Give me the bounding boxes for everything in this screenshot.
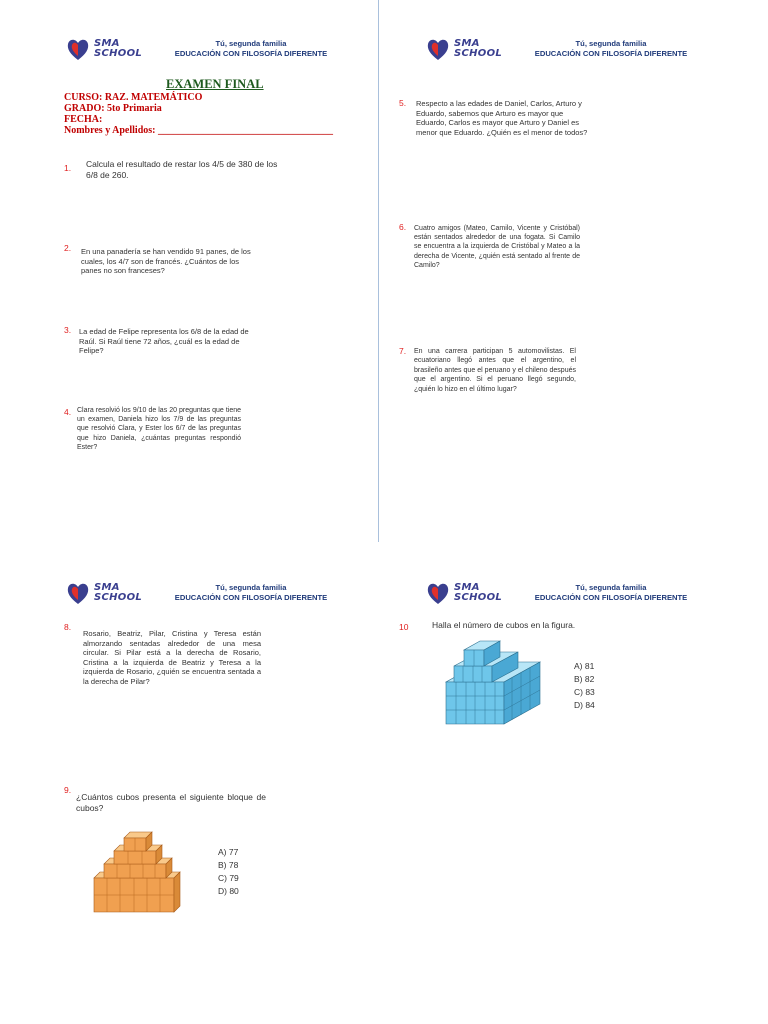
question-4-text: Clara resolvió los 9/10 de las 20 preguntas que tiene un examen, Daniela hizo los 7/9 de las preguntas que resolvió Clara, y Ester los 6/7 de las preguntas que hizo Daniela, ¿cuántas preguntas respondió Ester?	[77, 407, 241, 451]
brand-logo	[426, 36, 502, 62]
brand-name: SMA SCHOOL	[454, 38, 503, 59]
brand-tagline: Tú, segunda familia EDUCACIÓN CON FILOSOFÍA DIFERENTE	[174, 583, 328, 602]
date-label: FECHA:	[64, 114, 103, 125]
question-9-text: ¿Cuántos cubos presenta el siguiente bloque de cubos?	[76, 792, 266, 813]
brand-tagline: Tú, segunda familia EDUCACIÓN CON FILOSOFÍA DIFERENTE	[534, 39, 688, 58]
brand-name: SMA SCHOOL	[454, 582, 503, 603]
option-d[interactable]: D) 84	[574, 700, 595, 710]
option-b[interactable]: B) 78	[218, 860, 239, 870]
question-3-text: La edad de Felipe representa los 6/8 de la edad de Raúl. Si Raúl tiene 72 años, ¿cuál es la edad de Felipe?	[79, 327, 249, 355]
option-c[interactable]: C) 83	[574, 687, 595, 697]
brand-tagline: Tú, segunda familia EDUCACIÓN CON FILOSOFÍA DIFERENTE	[534, 583, 688, 602]
option-a[interactable]: A) 81	[574, 661, 595, 671]
question-10-options	[574, 660, 595, 712]
brand-tagline: Tú, segunda familia EDUCACIÓN CON FILOSOFÍA DIFERENTE	[174, 39, 328, 58]
header-top-right	[426, 36, 726, 62]
exam-info	[64, 92, 374, 136]
question-number: 3.	[64, 325, 72, 335]
brand-name: SMA SCHOOL	[94, 38, 143, 59]
question-number: 10	[399, 622, 409, 632]
question-number: 1.	[64, 163, 72, 173]
blue-cube-block-figure	[440, 636, 550, 728]
question-2-text: En una panadería se han vendido 91 panes, de los cuales, los 4/7 son de francés. ¿Cuántos de los panes no son franceses?	[81, 247, 251, 275]
brand-logo	[66, 580, 142, 606]
option-c[interactable]: C) 79	[218, 873, 239, 883]
header-bottom-right	[426, 580, 726, 606]
question-8-text: Rosario, Beatriz, Pilar, Cristina y Teresa están almorzando sentadas alrededor de una mesa circular. Si Pilar está a la derecha de Rosario, Cristina a la izquierda de Beatriz y Teresa a la izquierda de Rosario, ¿quién se encuentra sentada a la derecha de Pilar?	[83, 629, 261, 686]
question-6-text: Cuatro amigos (Mateo, Camilo, Vicente y Cristóbal) están sentados alrededor de una fogata. Si Camilo se encuentra a la izquierda de Cristóbal y Mateo a la derecha de Vicente, ¿quién está sentado al frente de Camilo?	[414, 225, 580, 269]
brand-name: SMA SCHOOL	[94, 582, 143, 603]
question-number: 4.	[64, 407, 72, 417]
heart-logo-icon	[66, 580, 90, 606]
name-field-label: Nombres y Apellidos: ___________________________________	[64, 125, 333, 136]
question-5-text: Respecto a las edades de Daniel, Carlos, Arturo y Eduardo, sabemos que Arturo es mayor que Eduardo, Carlos es mayor que Arturo y Daniel es menor que Eduardo. ¿Quién es el menor de todos?	[416, 99, 588, 137]
question-7-text: En una carrera participan 5 automovilistas. El ecuatoriano llegó antes que el argentino, el brasileño antes que el peruano y el chileno después que el argentino. Si el peruano llegó segundo, ¿quién lo hizo en el último lugar?	[414, 348, 576, 393]
option-a[interactable]: A) 77	[218, 847, 239, 857]
question-number: 5.	[399, 98, 407, 108]
heart-logo-icon	[426, 36, 450, 62]
exam-title: EXAMEN FINAL	[166, 77, 264, 91]
grade-label: GRADO: 5to Primaria	[64, 103, 162, 114]
question-number: 8.	[64, 622, 72, 632]
heart-logo-icon	[426, 580, 450, 606]
question-1-text: Calcula el resultado de restar los 4/5 de 380 de los 6/8 de 260.	[86, 159, 278, 180]
course-label: CURSO: RAZ. MATEMÁTICO	[64, 92, 203, 103]
header-top-left	[66, 36, 366, 62]
header-bottom-left	[66, 580, 366, 606]
question-number: 9.	[64, 785, 72, 795]
option-d[interactable]: D) 80	[218, 886, 239, 896]
question-number: 2.	[64, 243, 72, 253]
brand-logo	[426, 580, 502, 606]
question-number: 7.	[399, 346, 407, 356]
question-9-options	[218, 846, 239, 898]
orange-cube-block-figure	[90, 824, 188, 916]
heart-logo-icon	[66, 36, 90, 62]
option-b[interactable]: B) 82	[574, 674, 595, 684]
page-divider	[378, 0, 379, 542]
question-10-text: Halla el número de cubos en la figura.	[432, 620, 576, 630]
question-number: 6.	[399, 222, 407, 232]
brand-logo	[66, 36, 142, 62]
